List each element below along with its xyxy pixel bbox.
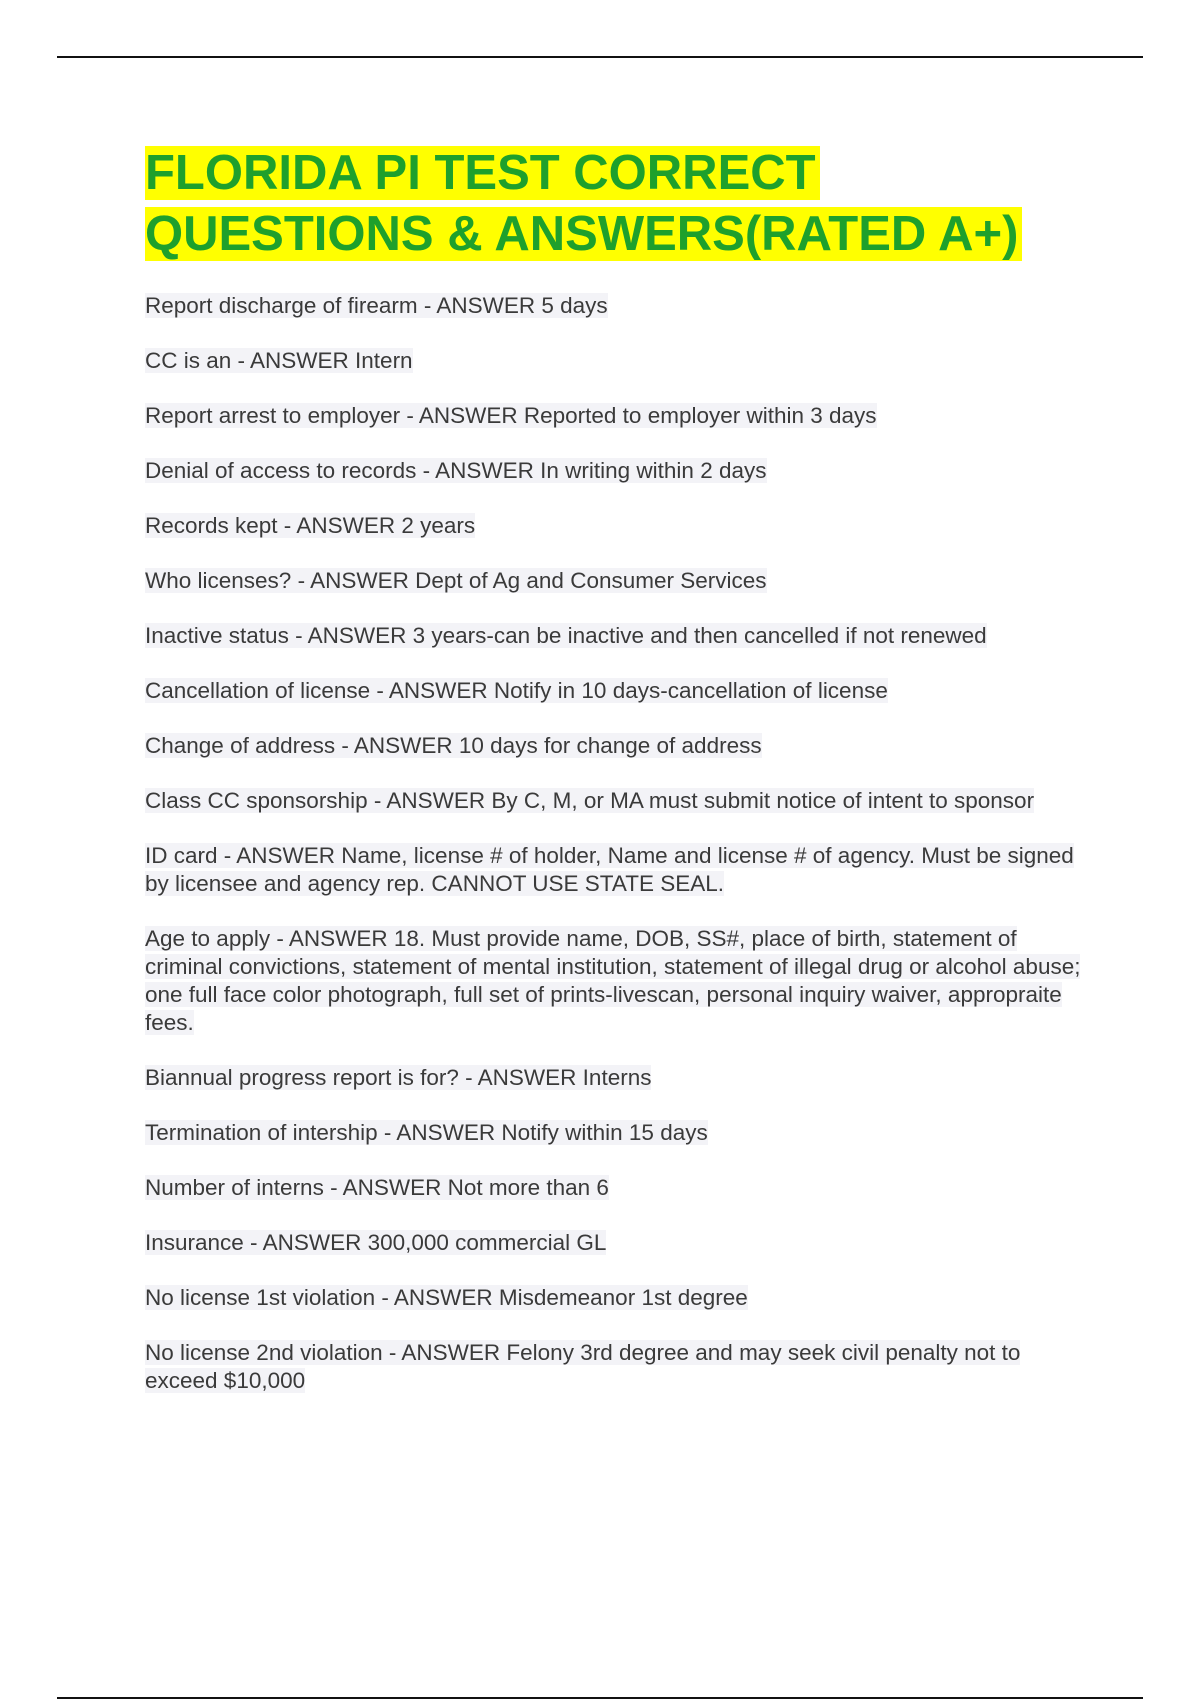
qa-text: Report arrest to employer - ANSWER Reported to employer within 3 days: [145, 403, 877, 428]
bottom-rule: [57, 1697, 1143, 1699]
qa-text: Records kept - ANSWER 2 years: [145, 513, 476, 538]
qa-item: [145, 1229, 1095, 1257]
qa-text: Who licenses? - ANSWER Dept of Ag and Consumer Services: [145, 568, 767, 593]
qa-text: Biannual progress report is for? - ANSWER Interns: [145, 1065, 652, 1090]
qa-text: Report discharge of firearm - ANSWER 5 days: [145, 293, 608, 318]
qa-text: Age to apply - ANSWER 18. Must provide name, DOB, SS#, place of birth, statement of criminal convictions, statement of mental institution, statement of illegal drug or alcohol abuse; one full face color photograph, full set of prints-livescan, personal inquiry waiver, appropraite fees.: [145, 926, 1081, 1035]
qa-item: [145, 402, 1095, 430]
qa-item: [145, 567, 1095, 595]
qa-text: Denial of access to records - ANSWER In writing within 2 days: [145, 458, 767, 483]
qa-item: [145, 787, 1095, 815]
qa-item: [145, 1064, 1095, 1092]
document-body: [145, 143, 1095, 1422]
qa-item: [145, 1119, 1095, 1147]
qa-text: Class CC sponsorship - ANSWER By C, M, or MA must submit notice of intent to sponsor: [145, 788, 1035, 813]
qa-item: [145, 925, 1095, 1037]
title-line-2: QUESTIONS & ANSWERS(RATED A+): [145, 207, 1022, 261]
qa-item: [145, 457, 1095, 485]
qa-text: Number of interns - ANSWER Not more than 6: [145, 1175, 609, 1200]
title-line-1: FLORIDA PI TEST CORRECT: [145, 146, 820, 200]
qa-item: [145, 347, 1095, 375]
qa-list: [145, 292, 1095, 1395]
qa-text: Termination of intership - ANSWER Notify within 15 days: [145, 1120, 708, 1145]
qa-text: ID card - ANSWER Name, license # of holder, Name and license # of agency. Must be signed by licensee and agency rep. CANNOT USE STATE SEAL.: [145, 843, 1074, 896]
qa-text: Cancellation of license - ANSWER Notify in 10 days-cancellation of license: [145, 678, 888, 703]
qa-text: CC is an - ANSWER Intern: [145, 348, 413, 373]
qa-text: No license 2nd violation - ANSWER Felony 3rd degree and may seek civil penalty not to exceed $10,000: [145, 1340, 1021, 1393]
qa-text: Change of address - ANSWER 10 days for change of address: [145, 733, 762, 758]
qa-item: [145, 512, 1095, 540]
qa-text: Inactive status - ANSWER 3 years-can be inactive and then cancelled if not renewed: [145, 623, 987, 648]
qa-item: [145, 1339, 1095, 1395]
qa-text: No license 1st violation - ANSWER Misdemeanor 1st degree: [145, 1285, 748, 1310]
document-title: [145, 143, 1095, 265]
qa-item: [145, 842, 1095, 898]
qa-item: [145, 292, 1095, 320]
qa-item: [145, 732, 1095, 760]
qa-item: [145, 677, 1095, 705]
qa-item: [145, 622, 1095, 650]
top-rule: [57, 56, 1143, 58]
qa-item: [145, 1174, 1095, 1202]
qa-item: [145, 1284, 1095, 1312]
qa-text: Insurance - ANSWER 300,000 commercial GL: [145, 1230, 607, 1255]
